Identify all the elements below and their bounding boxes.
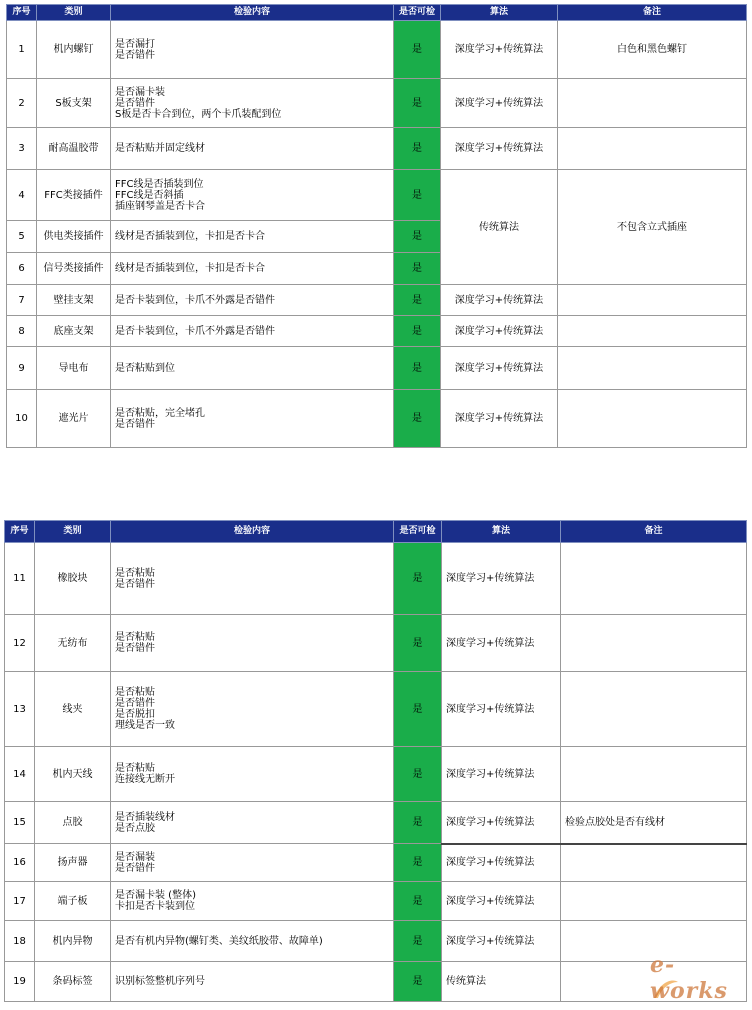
- row-content: [111, 672, 394, 747]
- table-row: [7, 390, 747, 448]
- row-checkable: 是: [394, 128, 441, 170]
- row-category: 橡胶块: [35, 543, 111, 615]
- row-content: [111, 128, 394, 170]
- content-line: 是否错件: [115, 49, 155, 61]
- row-remark: [558, 128, 747, 170]
- row-no: 1: [7, 21, 37, 79]
- table-row: [7, 79, 747, 128]
- table-header-row: [5, 521, 747, 543]
- row-remark: [558, 390, 747, 448]
- row-no: 2: [7, 79, 37, 128]
- content-line: 是否漏卡装 (整体): [115, 890, 196, 901]
- row-content: [111, 615, 394, 672]
- row-algorithm: 深度学习+传统算法: [442, 882, 561, 921]
- row-algorithm: 深度学习+传统算法: [441, 316, 558, 347]
- header-remark: 备注: [561, 521, 747, 543]
- content-line: 是否点胶: [115, 822, 155, 834]
- content-line: 是否粘贴: [115, 687, 155, 698]
- content-line: 是否有机内异物(螺钉类、美纹纸胶带、故障单): [115, 935, 323, 947]
- row-algorithm: 深度学习+传统算法: [441, 128, 558, 170]
- row-algorithm: 深度学习+传统算法: [442, 672, 561, 747]
- table-row: [7, 285, 747, 316]
- row-remark: [558, 79, 747, 128]
- row-content: [111, 170, 394, 221]
- row-algorithm: 深度学习+传统算法: [441, 285, 558, 316]
- row-algorithm: 深度学习+传统算法: [441, 347, 558, 390]
- content-line: 线材是否插装到位，卡扣是否卡合: [115, 231, 265, 242]
- header-category: 类别: [37, 5, 111, 21]
- row-content: [111, 962, 394, 1002]
- content-line: 是否漏打: [115, 38, 155, 50]
- header-content: 检验内容: [111, 5, 394, 21]
- table-row: [7, 128, 747, 170]
- row-no: 17: [5, 882, 35, 921]
- row-content: [111, 802, 394, 844]
- row-checkable: 是: [394, 390, 441, 448]
- row-no: 8: [7, 316, 37, 347]
- row-algorithm: 深度学习+传统算法: [441, 79, 558, 128]
- table-row: [5, 802, 747, 844]
- content-line: 线材是否插装到位，卡扣是否卡合: [115, 263, 265, 274]
- content-line: 是否粘贴，完全堵孔: [115, 407, 205, 419]
- row-checkable: 是: [394, 672, 442, 747]
- content-line: 是否脱扣: [115, 709, 155, 720]
- row-category: 遮光片: [37, 390, 111, 448]
- row-remark: [561, 672, 747, 747]
- row-no: 11: [5, 543, 35, 615]
- row-category: 条码标签: [35, 962, 111, 1002]
- header-checkable: 是否可检: [394, 521, 442, 543]
- header-algorithm: 算法: [442, 521, 561, 543]
- row-category: 耐高温胶带: [37, 128, 111, 170]
- row-checkable: 是: [394, 21, 441, 79]
- merged-remark: 不包含立式插座: [558, 170, 747, 285]
- row-algorithm: 深度学习+传统算法: [442, 921, 561, 962]
- row-category: 底座支架: [37, 316, 111, 347]
- row-category: 导电布: [37, 347, 111, 390]
- row-category: 无纺布: [35, 615, 111, 672]
- row-checkable: 是: [394, 253, 441, 285]
- row-no: 5: [7, 221, 37, 253]
- row-no: 9: [7, 347, 37, 390]
- row-content: [111, 390, 394, 448]
- row-remark: [561, 543, 747, 615]
- row-checkable: 是: [394, 347, 441, 390]
- row-category: 机内螺钉: [37, 21, 111, 79]
- content-line: 识别标签整机序列号: [115, 976, 205, 987]
- row-content: [111, 21, 394, 79]
- row-remark: 白色和黑色螺钉: [558, 21, 747, 79]
- row-checkable: 是: [394, 844, 442, 882]
- content-line: 插座钢琴盖是否卡合: [115, 200, 205, 212]
- content-line: 是否粘贴: [115, 632, 155, 643]
- row-checkable: 是: [394, 747, 442, 802]
- row-checkable: 是: [394, 316, 441, 347]
- row-checkable: 是: [394, 802, 442, 844]
- row-checkable: 是: [394, 615, 442, 672]
- content-line: 是否错件: [115, 418, 155, 430]
- header-remark: 备注: [558, 5, 747, 21]
- table-row: [7, 347, 747, 390]
- table-row: [5, 615, 747, 672]
- row-remark: [558, 347, 747, 390]
- row-category: 端子板: [35, 882, 111, 921]
- row-no: 15: [5, 802, 35, 844]
- content-line: 是否错件: [115, 698, 155, 709]
- row-remark: 检验点胶处是否有线材: [561, 802, 747, 844]
- row-no: 10: [7, 390, 37, 448]
- row-no: 13: [5, 672, 35, 747]
- content-line: 是否漏装: [115, 851, 155, 863]
- row-remark: [561, 615, 747, 672]
- row-category: 点胶: [35, 802, 111, 844]
- row-checkable: 是: [394, 79, 441, 128]
- row-no: 14: [5, 747, 35, 802]
- row-category: S板支架: [37, 79, 111, 128]
- content-line: 是否错件: [115, 643, 155, 654]
- table-row: [5, 962, 747, 1002]
- header-checkable: 是否可检: [394, 5, 441, 21]
- row-no: 18: [5, 921, 35, 962]
- row-content: [111, 347, 394, 390]
- content-line: 是否粘贴: [115, 763, 155, 774]
- content-line: FFC线是否插装到位: [115, 178, 204, 190]
- content-line: 是否错件: [115, 862, 155, 874]
- content-line: 理线是否一致: [115, 720, 175, 731]
- row-checkable: 是: [394, 921, 442, 962]
- watermark-text: e-works: [650, 952, 728, 1004]
- row-checkable: 是: [394, 962, 442, 1002]
- header-no: 序号: [7, 5, 37, 21]
- row-content: [111, 316, 394, 347]
- row-algorithm: 深度学习+传统算法: [442, 543, 561, 615]
- row-category: 壁挂支架: [37, 285, 111, 316]
- row-checkable: 是: [394, 170, 441, 221]
- eworks-watermark-logo: [650, 952, 742, 1004]
- content-line: 卡扣是否卡装到位: [115, 901, 195, 912]
- content-line: 是否错件: [115, 578, 155, 590]
- row-algorithm: 深度学习+传统算法: [441, 21, 558, 79]
- row-algorithm: 传统算法: [442, 962, 561, 1002]
- row-category: 机内天线: [35, 747, 111, 802]
- row-checkable: 是: [394, 285, 441, 316]
- content-line: 是否粘贴到位: [115, 362, 175, 374]
- header-no: 序号: [5, 521, 35, 543]
- inspection-table-1: [6, 4, 747, 448]
- row-content: [111, 921, 394, 962]
- row-no: 3: [7, 128, 37, 170]
- row-content: [111, 747, 394, 802]
- row-algorithm: 深度学习+传统算法: [442, 802, 561, 844]
- row-remark: [561, 844, 747, 882]
- row-category: 线夹: [35, 672, 111, 747]
- row-checkable: 是: [394, 882, 442, 921]
- row-content: [111, 285, 394, 316]
- row-content: [111, 543, 394, 615]
- row-checkable: 是: [394, 543, 442, 615]
- table-row: [5, 747, 747, 802]
- row-remark: [558, 285, 747, 316]
- row-content: [111, 253, 394, 285]
- row-no: 6: [7, 253, 37, 285]
- row-content: [111, 79, 394, 128]
- row-algorithm: 深度学习+传统算法: [441, 390, 558, 448]
- content-line: 是否粘贴: [115, 567, 155, 579]
- row-algorithm: 深度学习+传统算法: [442, 615, 561, 672]
- row-no: 4: [7, 170, 37, 221]
- row-category: 供电类接插件: [37, 221, 111, 253]
- table-row: [5, 672, 747, 747]
- content-line: 是否粘贴并固定线材: [115, 143, 205, 154]
- row-checkable: 是: [394, 221, 441, 253]
- table-row: [7, 316, 747, 347]
- content-line: FFC线是否斜插: [115, 189, 184, 201]
- content-line: 是否漏卡装: [115, 86, 165, 98]
- header-algorithm: 算法: [441, 5, 558, 21]
- row-category: 信号类接插件: [37, 253, 111, 285]
- table-header-row: [7, 5, 747, 21]
- content-line: S板是否卡合到位，两个卡爪装配到位: [115, 108, 282, 120]
- row-content: [111, 221, 394, 253]
- table-row: [7, 170, 747, 221]
- row-category: 机内异物: [35, 921, 111, 962]
- table-row: [5, 882, 747, 921]
- row-no: 16: [5, 844, 35, 882]
- row-remark: [561, 747, 747, 802]
- table-row: [5, 921, 747, 962]
- content-line: 是否错件: [115, 97, 155, 109]
- table-row: [5, 543, 747, 615]
- row-no: 7: [7, 285, 37, 316]
- row-remark: [558, 316, 747, 347]
- row-no: 19: [5, 962, 35, 1002]
- row-content: [111, 882, 394, 921]
- table-row: [7, 21, 747, 79]
- content-line: 是否卡装到位，卡爪不外露是否错件: [115, 294, 275, 306]
- inspection-table-2: [4, 520, 747, 1002]
- row-remark: [561, 882, 747, 921]
- row-content: [111, 844, 394, 882]
- header-category: 类别: [35, 521, 111, 543]
- table-row: [5, 844, 747, 882]
- content-line: 连接线无断开: [115, 774, 175, 785]
- row-no: 12: [5, 615, 35, 672]
- content-line: 是否插装线材: [115, 811, 175, 823]
- merged-algorithm: 传统算法: [441, 170, 558, 285]
- content-line: 是否卡装到位，卡爪不外露是否错件: [115, 325, 275, 337]
- row-category: FFC类接插件: [37, 170, 111, 221]
- row-algorithm: 深度学习+传统算法: [442, 747, 561, 802]
- row-algorithm: 深度学习+传统算法: [442, 844, 561, 882]
- row-category: 扬声器: [35, 844, 111, 882]
- header-content: 检验内容: [111, 521, 394, 543]
